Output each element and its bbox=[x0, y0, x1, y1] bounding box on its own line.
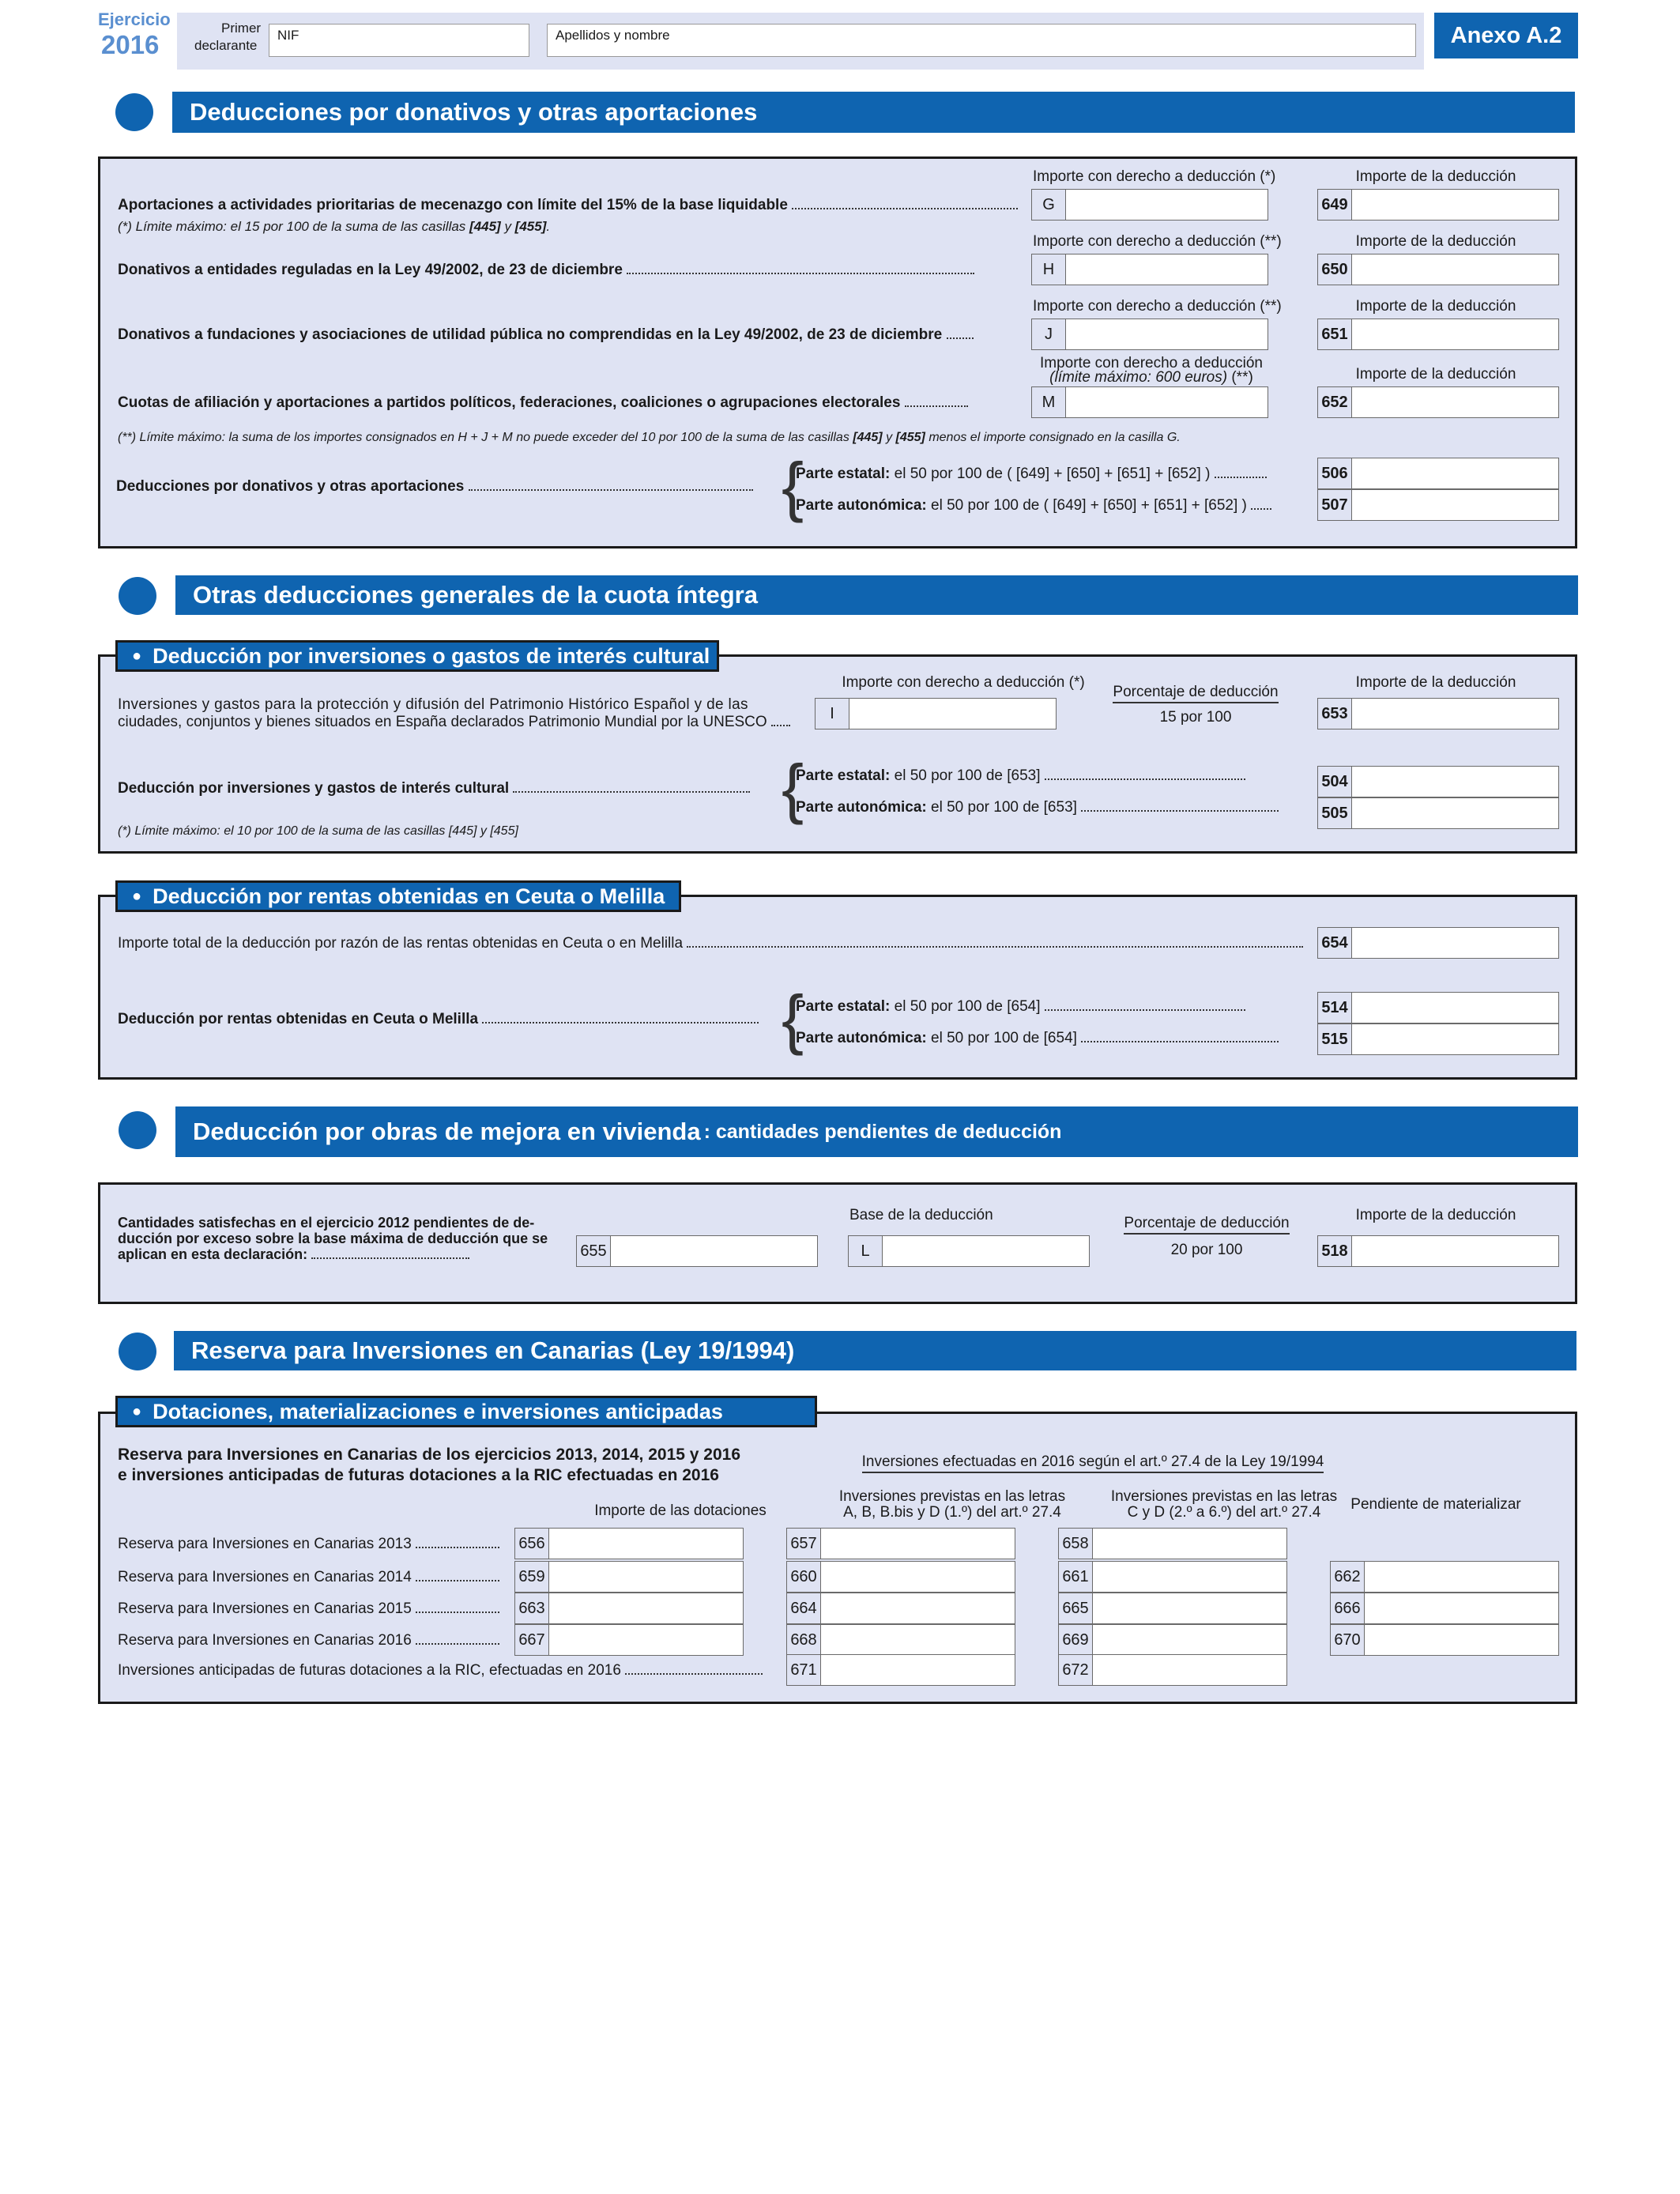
box-code: 653 bbox=[1318, 699, 1352, 729]
box-667[interactable] bbox=[514, 1624, 744, 1656]
cultural-pct-val: 15 por 100 bbox=[1159, 709, 1232, 726]
row2-label: Donativos a entidades reguladas en la Ley 49/2002, de 23 de diciembre bbox=[118, 262, 974, 279]
row3-label: Donativos a fundaciones y asociaciones de utilidad pública no comprendidas en la Ley 49/2002, de 23 de diciembre bbox=[118, 326, 974, 344]
row4-hdr-right: Importe de la deducción bbox=[1355, 366, 1516, 383]
box-code: 658 bbox=[1059, 1529, 1093, 1559]
box-code: 663 bbox=[515, 1593, 549, 1623]
box-514[interactable] bbox=[1317, 992, 1559, 1023]
name-placeholder: Apellidos y nombre bbox=[556, 28, 670, 43]
row3-hdr-left: Importe con derecho a deducción (**) bbox=[1033, 298, 1282, 315]
box-518[interactable] bbox=[1317, 1235, 1559, 1267]
canarias-intro-2: e inversiones anticipadas de futuras dotaciones a la RIC efectuadas en 2016 bbox=[118, 1466, 719, 1484]
row4-hdr-left-2: (límite máximo: 600 euros) (**) bbox=[1049, 369, 1253, 386]
section-title-canarias: Reserva para Inversiones en Canarias (Ley 19/1994) bbox=[174, 1331, 1576, 1370]
vivienda-desc-3: aplican en esta declaración: bbox=[118, 1246, 469, 1263]
box-code: 664 bbox=[787, 1593, 821, 1623]
row2-hdr-left: Importe con derecho a deducción (**) bbox=[1033, 233, 1282, 250]
box-code: G bbox=[1032, 190, 1066, 220]
box-i[interactable] bbox=[815, 698, 1057, 729]
row1-label: Aportaciones a actividades prioritarias de mecenazgo con límite del 15% de la base liquidable bbox=[118, 197, 1018, 214]
col3-hdr-1: Inversiones previstas en las letras bbox=[1110, 1488, 1338, 1505]
cultural-estatal: Parte estatal: el 50 por 100 de [653] bbox=[796, 767, 1245, 785]
box-661[interactable] bbox=[1058, 1561, 1287, 1593]
box-code: 518 bbox=[1318, 1236, 1352, 1266]
box-code: L bbox=[849, 1236, 883, 1266]
cultural-panel bbox=[98, 654, 1577, 854]
box-658[interactable] bbox=[1058, 1528, 1287, 1559]
box-code: 668 bbox=[787, 1625, 821, 1655]
row-2016-label: Reserva para Inversiones en Canarias 2016 bbox=[118, 1632, 499, 1649]
bullet-icon: ● bbox=[132, 1402, 142, 1420]
box-653[interactable] bbox=[1317, 698, 1559, 729]
box-669[interactable] bbox=[1058, 1624, 1287, 1656]
box-code: 656 bbox=[515, 1529, 549, 1559]
ceuta-panel bbox=[98, 895, 1577, 1080]
box-code: 660 bbox=[787, 1562, 821, 1592]
box-j[interactable] bbox=[1031, 319, 1268, 350]
ceuta-import-label: Importe total de la deducción por razón de las rentas obtenidas en Ceuta o en Melilla bbox=[118, 935, 1303, 952]
col2-hdr-2: A, B, B.bis y D (1.º) del art.º 27.4 bbox=[843, 1504, 1061, 1521]
section-title-otras: Otras deducciones generales de la cuota íntegra bbox=[175, 575, 1578, 615]
box-515[interactable] bbox=[1317, 1023, 1559, 1055]
box-g[interactable] bbox=[1031, 189, 1268, 221]
row-2015-label: Reserva para Inversiones en Canarias 2015 bbox=[118, 1600, 499, 1618]
box-code: 504 bbox=[1318, 767, 1352, 797]
nif-field[interactable] bbox=[269, 24, 529, 57]
box-662[interactable] bbox=[1330, 1561, 1559, 1593]
section-title-donativos: Deducciones por donativos y otras aportaciones bbox=[172, 92, 1575, 133]
autonomica-line: Parte autonómica: el 50 por 100 de ( [649] + [650] + [651] + [652] ) bbox=[796, 497, 1271, 515]
col4-hdr: Pendiente de materializar bbox=[1350, 1496, 1521, 1513]
box-m[interactable] bbox=[1031, 386, 1268, 418]
box-code: 671 bbox=[787, 1655, 821, 1685]
row-2014-label: Reserva para Inversiones en Canarias 2014 bbox=[118, 1569, 499, 1586]
box-670[interactable] bbox=[1330, 1624, 1559, 1656]
box-660[interactable] bbox=[786, 1561, 1015, 1593]
donativos-panel bbox=[98, 156, 1577, 548]
row2-hdr-right: Importe de la deducción bbox=[1355, 233, 1516, 250]
vivienda-pct-hdr: Porcentaje de deducción bbox=[1104, 1215, 1309, 1232]
box-code: 657 bbox=[787, 1529, 821, 1559]
section-dot bbox=[119, 1111, 156, 1149]
ejercicio-year: 2016 bbox=[101, 30, 160, 59]
box-664[interactable] bbox=[786, 1593, 1015, 1624]
box-504[interactable] bbox=[1317, 766, 1559, 797]
vivienda-hdr-right: Importe de la deducción bbox=[1355, 1207, 1516, 1223]
row-2013-label: Reserva para Inversiones en Canarias 2013 bbox=[118, 1536, 499, 1553]
inversiones-hdr: Inversiones efectuadas en 2016 según el art.º 27.4 de la Ley 19/1994 bbox=[793, 1453, 1393, 1471]
row3-hdr-right: Importe de la deducción bbox=[1355, 298, 1516, 315]
cultural-pct-hdr: Porcentaje de deducción bbox=[1093, 684, 1298, 701]
section-dot bbox=[115, 93, 153, 131]
box-code: 667 bbox=[515, 1625, 549, 1655]
box-649[interactable] bbox=[1317, 189, 1559, 221]
col2-hdr-1: Inversiones previstas en las letras bbox=[838, 1488, 1066, 1505]
box-650[interactable] bbox=[1317, 254, 1559, 285]
box-668[interactable] bbox=[786, 1624, 1015, 1656]
box-code: 651 bbox=[1318, 319, 1352, 349]
vivienda-desc-2: ducción por exceso sobre la base máxima de deducción que se bbox=[118, 1231, 548, 1246]
box-code: 655 bbox=[577, 1236, 611, 1266]
brace: { bbox=[782, 751, 804, 825]
canarias-intro-1: Reserva para Inversiones en Canarias de los ejercicios 2013, 2014, 2015 y 2016 bbox=[118, 1446, 741, 1464]
subsection-tab-ceuta: ● Deducción por rentas obtenidas en Ceuta o Melilla bbox=[115, 880, 681, 912]
ceuta-autonomica: Parte autonómica: el 50 por 100 de [654] bbox=[796, 1030, 1279, 1047]
box-code: 665 bbox=[1059, 1593, 1093, 1623]
cultural-autonomica: Parte autonómica: el 50 por 100 de [653] bbox=[796, 799, 1279, 816]
total-label: Deducciones por donativos y otras aportaciones bbox=[116, 478, 753, 496]
cultural-hdr-left: Importe con derecho a deducción (*) bbox=[842, 674, 1085, 691]
col3-hdr-2: C y D (2.º a 6.º) del art.º 27.4 bbox=[1127, 1504, 1321, 1521]
box-663[interactable] bbox=[514, 1593, 744, 1624]
box-code: 662 bbox=[1331, 1562, 1365, 1592]
brace: { bbox=[782, 449, 804, 523]
box-665[interactable] bbox=[1058, 1593, 1287, 1624]
box-672[interactable] bbox=[1058, 1654, 1287, 1686]
estatal-line: Parte estatal: el 50 por 100 de ( [649] + [650] + [651] + [652] ) bbox=[796, 466, 1267, 483]
box-code: 507 bbox=[1318, 490, 1352, 520]
vivienda-desc-1: Cantidades satisfechas en el ejercicio 2012 pendientes de de- bbox=[118, 1215, 535, 1231]
bullet-icon: ● bbox=[132, 887, 142, 905]
brace: { bbox=[782, 982, 804, 1056]
canarias-panel bbox=[98, 1412, 1577, 1704]
cultural-total-label: Deducción por inversiones y gastos de interés cultural bbox=[118, 780, 750, 797]
box-code: J bbox=[1032, 319, 1066, 349]
section-title-vivienda: Deducción por obras de mejora en vivienda : cantidades pendientes de deducción bbox=[175, 1106, 1578, 1157]
subsection-tab-cultural: ● Deducción por inversiones o gastos de interés cultural bbox=[115, 640, 719, 672]
row4-hdr-left-1: Importe con derecho a deducción bbox=[1039, 355, 1263, 371]
box-code: 672 bbox=[1059, 1655, 1093, 1685]
box-652[interactable] bbox=[1317, 386, 1559, 418]
box-code: 652 bbox=[1318, 387, 1352, 417]
annex-label: Anexo A.2 bbox=[1450, 22, 1562, 48]
name-field[interactable] bbox=[547, 24, 1416, 57]
base-hdr: Base de la deducción bbox=[849, 1207, 993, 1223]
col1-hdr: Importe de las dotaciones bbox=[594, 1502, 767, 1519]
box-code: 506 bbox=[1318, 458, 1352, 488]
box-code: 649 bbox=[1318, 190, 1352, 220]
box-656[interactable] bbox=[514, 1528, 744, 1559]
bullet-icon: ● bbox=[132, 647, 142, 665]
row1-hdr-left: Importe con derecho a deducción (*) bbox=[1033, 168, 1276, 185]
box-671[interactable] bbox=[786, 1654, 1015, 1686]
declarante-line2: declarante bbox=[194, 38, 258, 53]
box-code: 650 bbox=[1318, 254, 1352, 285]
box-655[interactable] bbox=[576, 1235, 818, 1267]
box-659[interactable] bbox=[514, 1561, 744, 1593]
ejercicio-label: Ejercicio bbox=[98, 9, 171, 29]
vivienda-pct-val: 20 por 100 bbox=[1170, 1242, 1243, 1258]
box-code: 659 bbox=[515, 1562, 549, 1592]
annex-badge bbox=[1434, 13, 1578, 58]
section-dot bbox=[119, 577, 156, 615]
box-651[interactable] bbox=[1317, 319, 1559, 350]
box-code: 505 bbox=[1318, 798, 1352, 828]
box-654[interactable] bbox=[1317, 927, 1559, 959]
vivienda-panel bbox=[98, 1182, 1577, 1304]
cultural-desc-1: Inversiones y gastos para la protección y difusión del Patrimonio Histórico Español y de las bbox=[118, 696, 748, 713]
box-505[interactable] bbox=[1317, 797, 1559, 829]
box-code: M bbox=[1032, 387, 1066, 417]
box-code: 514 bbox=[1318, 993, 1352, 1023]
row4-label: Cuotas de afiliación y aportaciones a partidos políticos, federaciones, coaliciones o agrupaciones electorales bbox=[118, 394, 968, 412]
box-code: 670 bbox=[1331, 1625, 1365, 1655]
ceuta-total-label: Deducción por rentas obtenidas en Ceuta o Melilla bbox=[118, 1011, 759, 1028]
box-code: 515 bbox=[1318, 1024, 1352, 1054]
box-code: 661 bbox=[1059, 1562, 1093, 1592]
nif-placeholder: NIF bbox=[277, 28, 299, 43]
note-limit: (**) Límite máximo: la suma de los importes consignados en H + J + M no puede exceder del 10 por 100 de la suma de las casillas [445] y [455] menos el importe consignado en la casilla G. bbox=[118, 431, 1181, 444]
box-code: 666 bbox=[1331, 1593, 1365, 1623]
box-code: H bbox=[1032, 254, 1066, 285]
section-dot bbox=[119, 1333, 156, 1370]
subsection-tab-dotaciones: ● Dotaciones, materializaciones e inversiones anticipadas bbox=[115, 1396, 817, 1427]
box-507[interactable] bbox=[1317, 489, 1559, 521]
box-code: 669 bbox=[1059, 1625, 1093, 1655]
ceuta-estatal: Parte estatal: el 50 por 100 de [654] bbox=[796, 998, 1245, 1016]
box-code: I bbox=[816, 699, 849, 729]
box-l[interactable] bbox=[848, 1235, 1090, 1267]
row1-hdr-right: Importe de la deducción bbox=[1355, 168, 1516, 185]
box-h[interactable] bbox=[1031, 254, 1268, 285]
box-506[interactable] bbox=[1317, 458, 1559, 489]
cultural-hdr-right: Importe de la deducción bbox=[1355, 674, 1516, 691]
box-666[interactable] bbox=[1330, 1593, 1559, 1624]
box-code: 654 bbox=[1318, 928, 1352, 958]
cultural-note: (*) Límite máximo: el 10 por 100 de la suma de las casillas [445] y [455] bbox=[118, 824, 518, 838]
anticipadas-label: Inversiones anticipadas de futuras dotaciones a la RIC, efectuadas en 2016 bbox=[118, 1662, 763, 1679]
declarante-line1: Primer bbox=[221, 21, 262, 36]
box-657[interactable] bbox=[786, 1528, 1015, 1559]
cultural-desc-2: ciudades, conjuntos y bienes situados en España declarados Patrimonio Mundial por la UNESCO bbox=[118, 714, 790, 731]
row1-note: (*) Límite máximo: el 15 por 100 de la suma de las casillas [445] y [455]. bbox=[118, 219, 551, 234]
